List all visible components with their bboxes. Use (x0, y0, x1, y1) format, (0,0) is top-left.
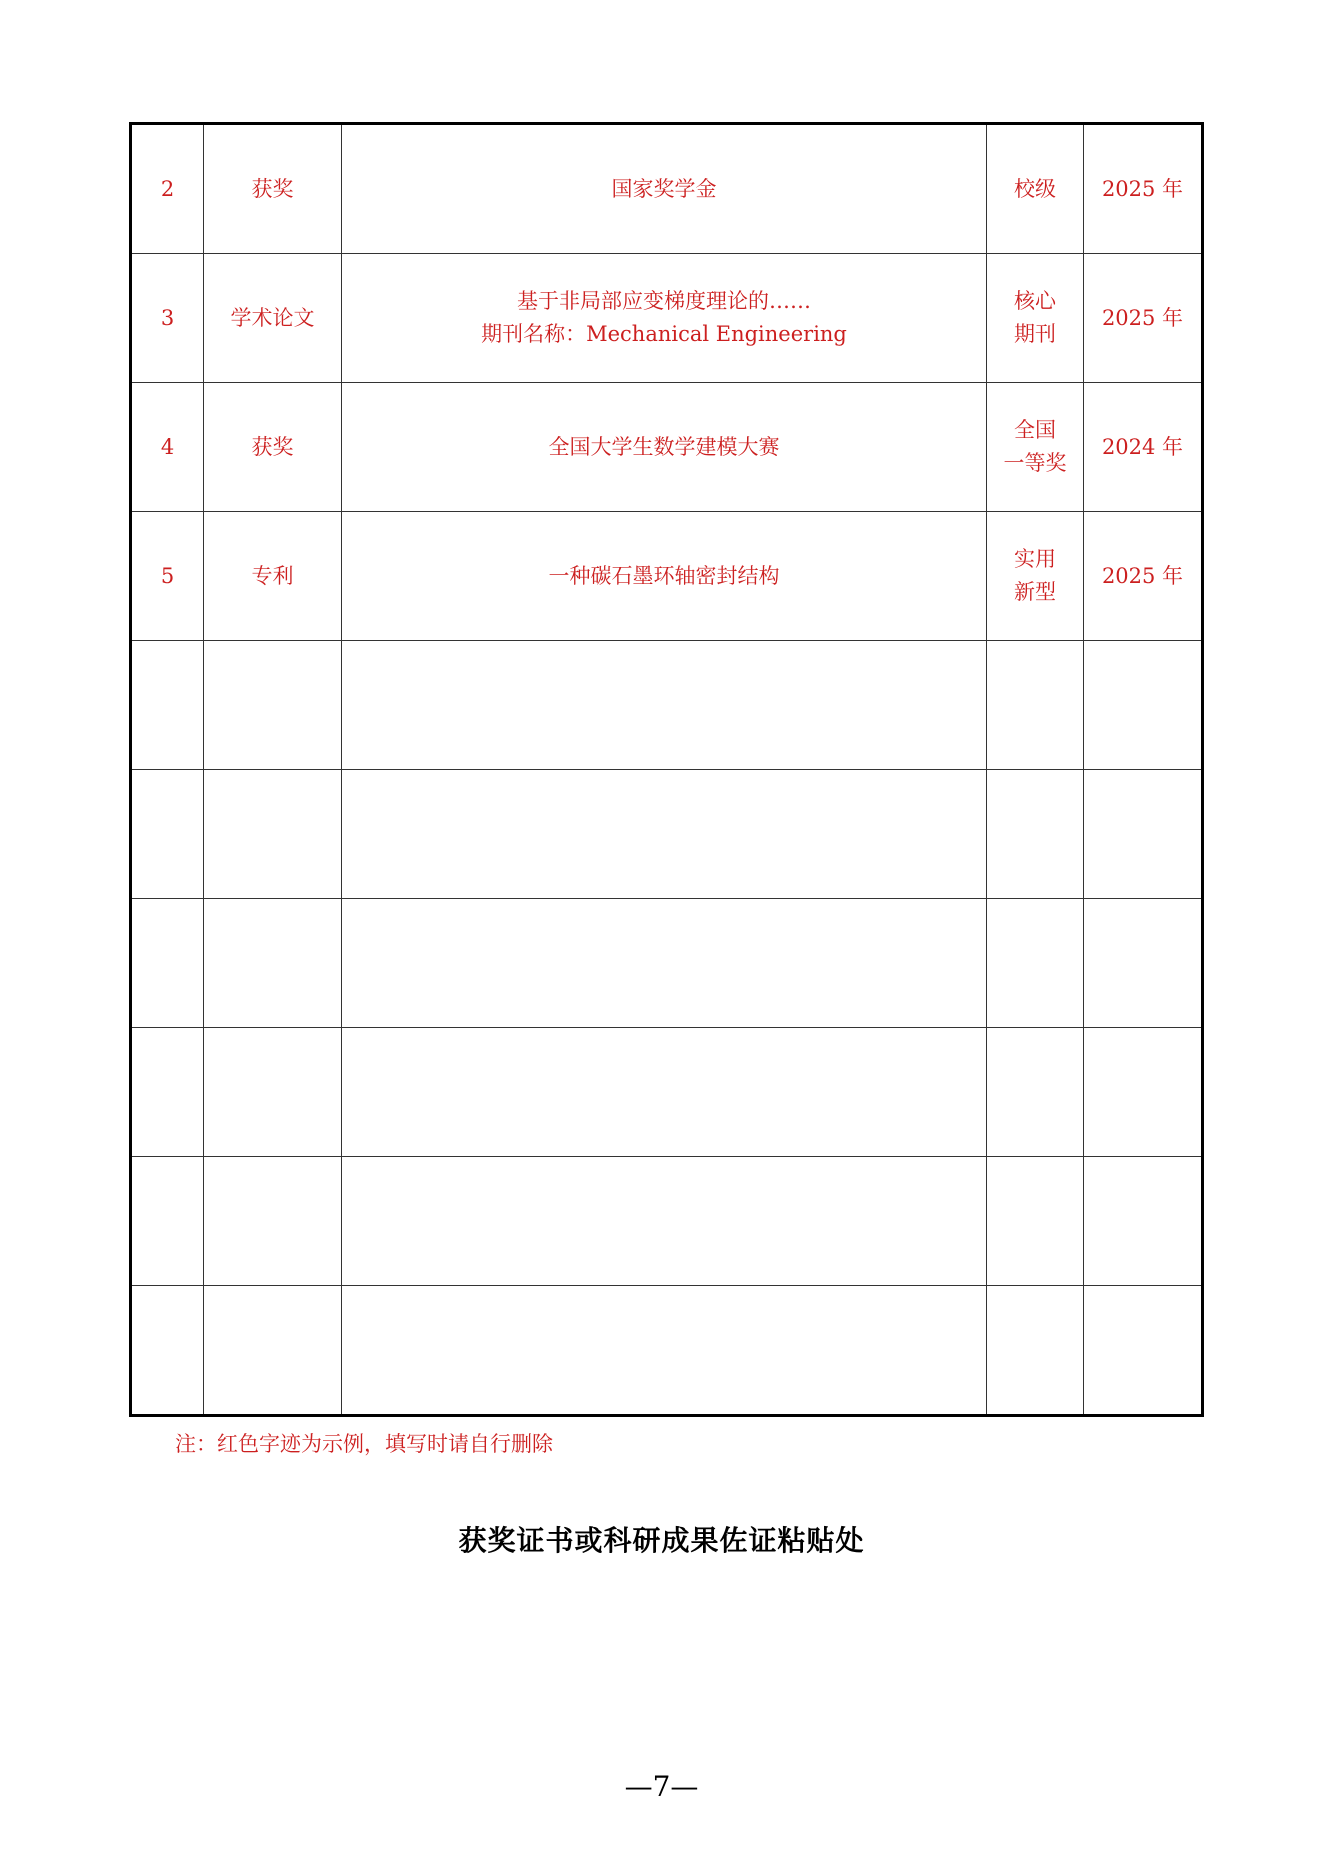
cell-achievement-name[interactable] (342, 512, 987, 641)
cell-level-line: 全国 (1014, 418, 1056, 442)
cell-year[interactable] (1084, 1286, 1203, 1416)
cell-level-line: 一等奖 (1003, 451, 1067, 475)
table-row (131, 124, 1203, 254)
cell-achievement-name[interactable] (342, 770, 987, 899)
cell-level[interactable] (987, 512, 1084, 641)
cell-year[interactable] (1084, 641, 1203, 770)
cell-achievement-type[interactable] (204, 1286, 342, 1416)
cell-level[interactable] (987, 770, 1084, 899)
cell-achievement-type[interactable] (204, 1157, 342, 1286)
table-row (131, 899, 1203, 1028)
cell-year[interactable] (1084, 1028, 1203, 1157)
achievements-table-container (129, 122, 1204, 1417)
cell-serial-number[interactable]: 4 (131, 383, 204, 512)
cell-serial-number[interactable] (131, 770, 204, 899)
cell-achievement-name[interactable] (342, 899, 987, 1028)
cell-achievement-type[interactable]: 获奖 (204, 124, 342, 254)
cell-year[interactable]: 2025 年 (1084, 124, 1203, 254)
cell-serial-number[interactable] (131, 899, 204, 1028)
cell-achievement-name[interactable] (342, 254, 987, 383)
cell-achievement-name-line: 期刊名称：Mechanical Engineering (481, 322, 847, 346)
cell-serial-number[interactable] (131, 1286, 204, 1416)
cell-year[interactable] (1084, 1157, 1203, 1286)
cell-level-line: 校级 (1014, 176, 1056, 201)
cell-level[interactable] (987, 1157, 1084, 1286)
cell-serial-number[interactable]: 5 (131, 512, 204, 641)
cell-year[interactable]: 2024 年 (1084, 383, 1203, 512)
cell-level[interactable] (987, 1028, 1084, 1157)
cell-level-line: 期刊 (1014, 322, 1056, 346)
cell-achievement-type[interactable]: 学术论文 (204, 254, 342, 383)
table-row (131, 641, 1203, 770)
table-row (131, 512, 1203, 641)
cell-serial-number[interactable]: 2 (131, 124, 204, 254)
achievements-table (129, 122, 1204, 1417)
cell-achievement-name-line: 基于非局部应变梯度理论的…… (517, 289, 811, 313)
cell-year[interactable]: 2025 年 (1084, 512, 1203, 641)
cell-achievement-name-line: 一种碳石墨环轴密封结构 (548, 563, 780, 588)
cell-year[interactable] (1084, 899, 1203, 1028)
cell-achievement-type[interactable] (204, 641, 342, 770)
cell-achievement-name-line: 全国大学生数学建模大赛 (548, 434, 780, 459)
cell-achievement-name[interactable] (342, 641, 987, 770)
cell-serial-number[interactable] (131, 1028, 204, 1157)
cell-serial-number[interactable]: 3 (131, 254, 204, 383)
cell-level-line: 核心 (1014, 289, 1056, 313)
table-body (131, 124, 1203, 1416)
table-row (131, 1286, 1203, 1416)
example-note: 注：红色字迹为示例，填写时请自行删除 (175, 1432, 553, 1456)
cell-serial-number[interactable] (131, 641, 204, 770)
cell-level-line: 新型 (1014, 580, 1056, 604)
table-row (131, 1157, 1203, 1286)
cell-year[interactable] (1084, 770, 1203, 899)
cell-serial-number[interactable] (131, 1157, 204, 1286)
cell-achievement-name[interactable] (342, 1157, 987, 1286)
cell-year[interactable]: 2025 年 (1084, 254, 1203, 383)
cell-level[interactable] (987, 899, 1084, 1028)
table-row (131, 1028, 1203, 1157)
paste-area-title: 获奖证书或科研成果佐证粘贴处 (458, 1524, 865, 1557)
table-row (131, 770, 1203, 899)
cell-level[interactable] (987, 124, 1084, 254)
cell-achievement-type[interactable] (204, 899, 342, 1028)
cell-level[interactable] (987, 1286, 1084, 1416)
cell-achievement-name-line: 国家奖学金 (611, 176, 717, 201)
cell-level[interactable] (987, 383, 1084, 512)
table-row (131, 383, 1203, 512)
cell-achievement-name[interactable] (342, 383, 987, 512)
cell-achievement-name[interactable] (342, 1286, 987, 1416)
cell-level-line: 实用 (1014, 547, 1056, 571)
cell-achievement-name[interactable] (342, 124, 987, 254)
cell-level[interactable] (987, 254, 1084, 383)
cell-achievement-type[interactable] (204, 770, 342, 899)
cell-achievement-type[interactable]: 专利 (204, 512, 342, 641)
page-number: —7— (624, 1770, 699, 1803)
cell-achievement-name[interactable] (342, 1028, 987, 1157)
table-row (131, 254, 1203, 383)
cell-achievement-type[interactable]: 获奖 (204, 383, 342, 512)
cell-achievement-type[interactable] (204, 1028, 342, 1157)
cell-level[interactable] (987, 641, 1084, 770)
